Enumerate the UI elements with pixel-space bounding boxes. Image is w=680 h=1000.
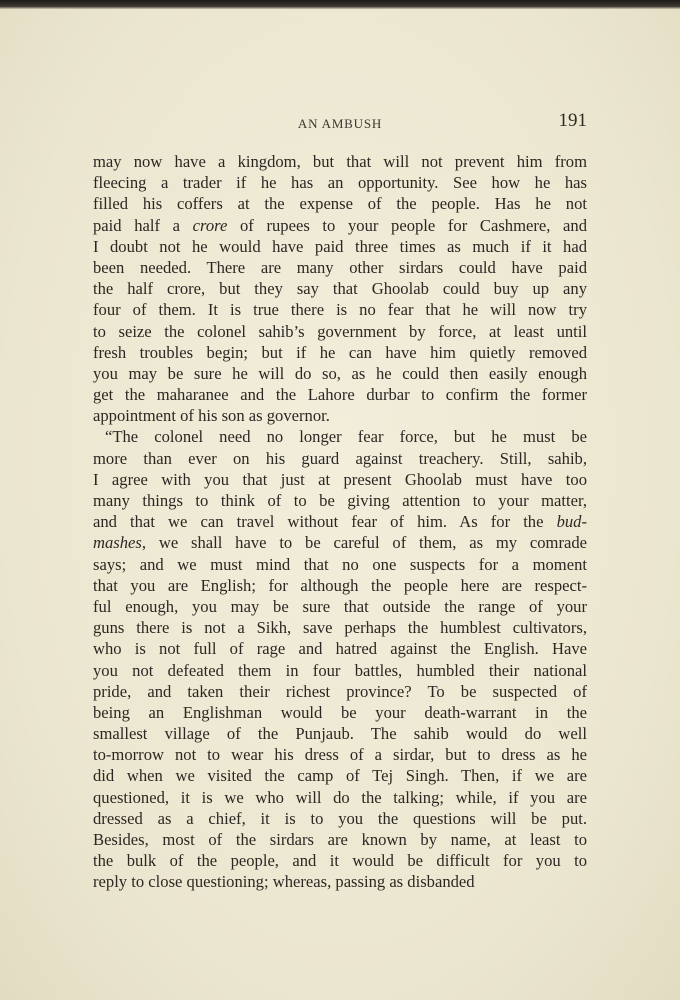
scan-top-edge — [0, 0, 680, 9]
text-line: I agree with you that just at present Ghoolab must have too — [93, 469, 587, 489]
text-line: the bulk of the people, and it would be difficult for you to — [93, 851, 587, 871]
text-line: guns there is not a Sikh, save perhaps the humblest cultivators, — [93, 618, 587, 638]
text-line: to-morrow not to wear his dress of a sirdar, but to dress as he — [93, 745, 587, 765]
text-line: says; and we must mind that no one suspects for a moment — [93, 554, 587, 574]
italic-term: bud- — [556, 512, 587, 532]
text-line: get the maharanee and the Lahore durbar to confirm the former — [93, 385, 587, 405]
text-line: been needed. There are many other sirdars could have paid — [93, 257, 587, 277]
text-line: Besides, most of the sirdars are known by name, at least to — [93, 830, 587, 849]
text-line: that you are English; for although the people here are respect- — [93, 575, 587, 595]
text-line: reply to close questioning; whereas, passing as disbanded — [93, 872, 475, 892]
text-line: appointment of his son as governor. — [93, 406, 330, 426]
text-line: filled his coffers at the expense of the people. Has he not — [93, 194, 587, 214]
text-line: many things to think of to be giving attention to your matter, — [93, 491, 587, 510]
page-number: 191 — [558, 110, 587, 131]
text-line: may now have a kingdom, but that will not prevent him from — [93, 152, 587, 171]
text-segment: of rupees to your people for Cashmere, and — [227, 215, 587, 235]
text-line: pride, and taken their richest province? To be suspected of — [93, 681, 587, 701]
body-text — [93, 151, 587, 893]
text-line: more than ever on his guard against treachery. Still, sahib, — [93, 448, 587, 468]
text-line: being an Englishman would be your death-warrant in the — [93, 702, 587, 722]
book-page — [0, 9, 680, 1000]
italic-term: crore — [192, 215, 228, 235]
text-line — [93, 511, 587, 532]
text-line: you not defeated them in four battles, humbled their national — [93, 660, 587, 680]
text-line: did when we visited the camp of Tej Singh. Then, if we are — [93, 766, 587, 786]
text-line: I doubt not he would have paid three times as much if it had — [93, 236, 587, 256]
text-line: the half crore, but they say that Ghoolab could buy up any — [93, 279, 587, 299]
text-line: who is not full of rage and hatred against the English. Have — [93, 639, 587, 659]
text-segment: , we shall have to be careful of them, as my comrade — [141, 533, 587, 553]
text-line: ful enough, you may be sure that outside the range of your — [93, 596, 587, 616]
text-line: smallest village of the Punjaub. The sahib would do well — [93, 724, 587, 744]
running-title: AN AMBUSH — [297, 116, 383, 131]
text-line: dressed as a chief, it is to you the questions will be put. — [93, 808, 587, 828]
text-line — [93, 215, 587, 236]
text-line: questioned, it is we who will do the talking; while, if you are — [93, 787, 587, 807]
text-line: “The colonel need no longer fear force, but he must be — [105, 427, 587, 447]
text-line — [93, 532, 587, 553]
text-line: fleecing a trader if he has an opportunity. See how he has — [93, 173, 587, 193]
text-segment: paid half a — [93, 215, 193, 235]
italic-term: mashes — [93, 533, 142, 553]
text-line: four of them. It is true there is no fear that he will now try — [93, 300, 587, 320]
text-segment: and that we can travel without fear of him. As for the — [93, 512, 557, 532]
page-header — [93, 108, 587, 138]
text-line: you may be sure he will do so, as he could then easily enough — [93, 363, 587, 383]
text-line: fresh troubles begin; but if he can have him quietly removed — [93, 342, 587, 362]
text-line: to seize the colonel sahib’s government by force, at least until — [93, 321, 587, 341]
